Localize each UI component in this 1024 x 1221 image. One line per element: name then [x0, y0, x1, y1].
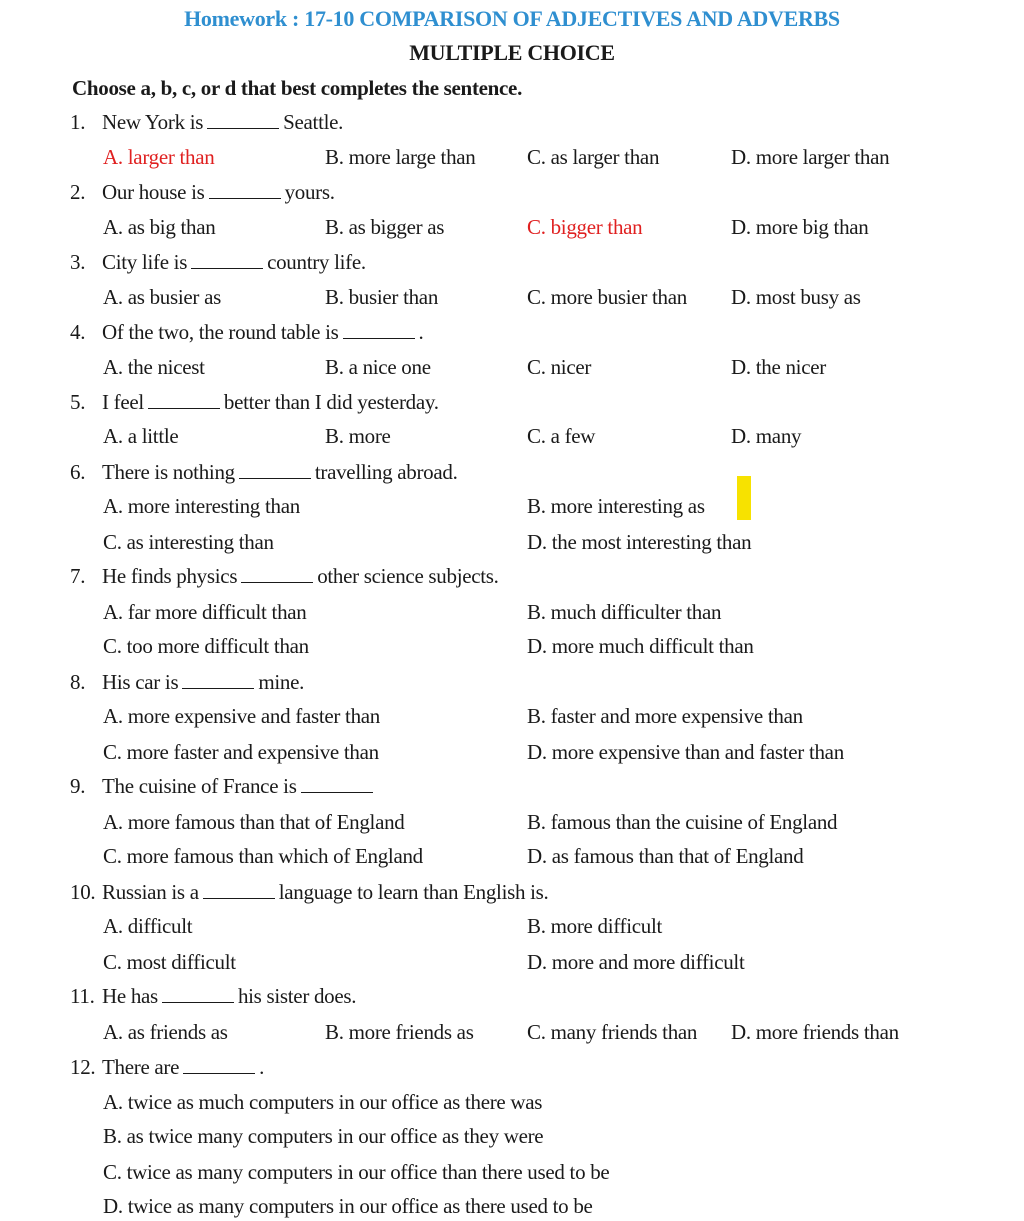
option-9b[interactable]: B. famous than the cuisine of England — [527, 810, 838, 834]
option-10c[interactable]: C. most difficult — [103, 950, 236, 974]
section-title: MULTIPLE CHOICE — [409, 40, 615, 65]
question-2: 2. Our house is yours. — [70, 180, 335, 204]
option-6c[interactable]: C. as interesting than — [103, 530, 274, 554]
option-9a[interactable]: A. more famous than that of England — [103, 810, 405, 834]
option-12a[interactable]: A. twice as much computers in our office as there was — [103, 1090, 543, 1114]
answer-blank — [209, 181, 281, 199]
option-4a[interactable]: A. the nicest — [103, 355, 205, 379]
option-10a[interactable]: A. difficult — [103, 914, 193, 938]
option-1a[interactable]: A. larger than — [103, 145, 215, 169]
option-3d[interactable]: D. most busy as — [731, 285, 861, 309]
option-3b[interactable]: B. busier than — [325, 285, 439, 309]
answer-blank — [183, 1056, 255, 1074]
option-1c[interactable]: C. as larger than — [527, 145, 660, 169]
option-8c[interactable]: C. more faster and expensive than — [103, 740, 379, 764]
option-2c[interactable]: C. bigger than — [527, 215, 643, 239]
option-11d[interactable]: D. more friends than — [731, 1020, 899, 1044]
option-8b[interactable]: B. faster and more expensive than — [527, 704, 803, 728]
answer-blank — [207, 111, 279, 129]
option-10b[interactable]: B. more difficult — [527, 914, 663, 938]
option-5c[interactable]: C. a few — [527, 424, 596, 448]
option-1b[interactable]: B. more large than — [325, 145, 476, 169]
option-11b[interactable]: B. more friends as — [325, 1020, 474, 1044]
question-4: 4. Of the two, the round table is . — [70, 320, 424, 344]
question-5: 5. I feel better than I did yesterday. — [70, 390, 439, 414]
highlight-marker — [737, 476, 751, 520]
question-7: 7. He finds physics other science subjects. — [70, 564, 499, 588]
option-12b[interactable]: B. as twice many computers in our office as they were — [103, 1124, 544, 1148]
option-11c[interactable]: C. many friends than — [527, 1020, 698, 1044]
option-7c[interactable]: C. too more difficult than — [103, 634, 309, 658]
instruction-text: Choose a, b, c, or d that best completes the sentence. — [72, 76, 523, 100]
option-4c[interactable]: C. nicer — [527, 355, 592, 379]
option-2d[interactable]: D. more big than — [731, 215, 869, 239]
option-7b[interactable]: B. much difficulter than — [527, 600, 722, 624]
option-6d[interactable]: D. the most interesting than — [527, 530, 752, 554]
option-4b[interactable]: B. a nice one — [325, 355, 431, 379]
worksheet-title: Homework : 17-10 COMPARISON OF ADJECTIVES AND ADVERBS — [184, 6, 840, 31]
option-7d[interactable]: D. more much difficult than — [527, 634, 754, 658]
answer-blank — [241, 565, 313, 583]
answer-blank — [148, 391, 220, 409]
option-6b[interactable]: B. more interesting as — [527, 494, 705, 518]
option-12d[interactable]: D. twice as many computers in our office as there used to be — [103, 1194, 593, 1218]
answer-blank — [239, 461, 311, 479]
option-12c[interactable]: C. twice as many computers in our office than there used to be — [103, 1160, 610, 1184]
option-5d[interactable]: D. many — [731, 424, 802, 448]
answer-blank — [162, 985, 234, 1003]
question-8: 8. His car is mine. — [70, 670, 305, 694]
option-7a[interactable]: A. far more difficult than — [103, 600, 307, 624]
option-9c[interactable]: C. more famous than which of England — [103, 844, 423, 868]
option-2b[interactable]: B. as bigger as — [325, 215, 445, 239]
option-5a[interactable]: A. a little — [103, 424, 179, 448]
option-9d[interactable]: D. as famous than that of England — [527, 844, 804, 868]
option-8d[interactable]: D. more expensive than and faster than — [527, 740, 844, 764]
option-4d[interactable]: D. the nicer — [731, 355, 826, 379]
question-11: 11. He has his sister does. — [70, 984, 357, 1008]
option-10d[interactable]: D. more and more difficult — [527, 950, 745, 974]
question-12: 12. There are . — [70, 1055, 265, 1079]
option-6a[interactable]: A. more interesting than — [103, 494, 300, 518]
answer-blank — [203, 881, 275, 899]
option-11a[interactable]: A. as friends as — [103, 1020, 228, 1044]
question-3: 3. City life is country life. — [70, 250, 366, 274]
option-5b[interactable]: B. more — [325, 424, 391, 448]
option-3c[interactable]: C. more busier than — [527, 285, 687, 309]
option-3a[interactable]: A. as busier as — [103, 285, 221, 309]
answer-blank — [301, 775, 373, 793]
answer-blank — [191, 251, 263, 269]
option-2a[interactable]: A. as big than — [103, 215, 216, 239]
question-10: 10. Russian is a language to learn than English is. — [70, 880, 549, 904]
option-8a[interactable]: A. more expensive and faster than — [103, 704, 380, 728]
answer-blank — [343, 321, 415, 339]
question-1: 1. New York is Seattle. — [70, 110, 344, 134]
answer-blank — [182, 671, 254, 689]
question-6: 6. There is nothing travelling abroad. — [70, 460, 458, 484]
question-9: 9. The cuisine of France is — [70, 774, 377, 799]
option-1d[interactable]: D. more larger than — [731, 145, 890, 169]
